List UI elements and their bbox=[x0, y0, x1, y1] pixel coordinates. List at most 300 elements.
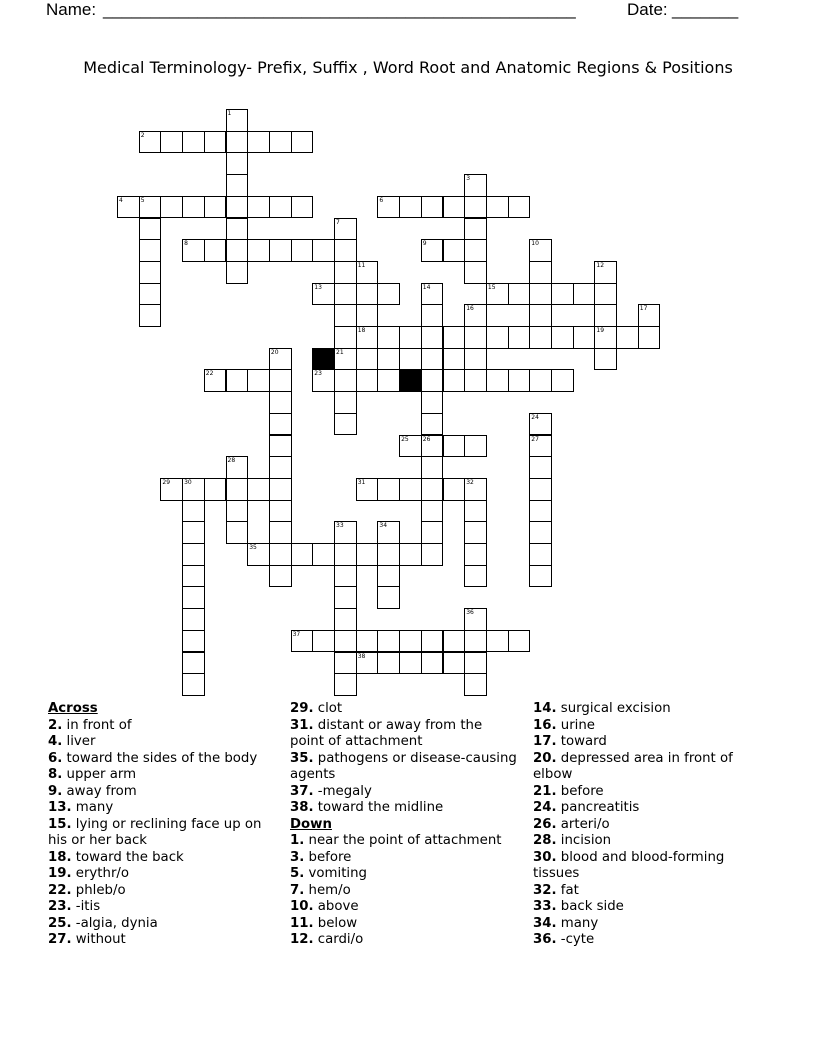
clue bbox=[48, 932, 276, 949]
grid-cell[interactable] bbox=[529, 521, 552, 544]
grid-cell[interactable] bbox=[356, 326, 379, 349]
clue-number-label: 3. bbox=[290, 849, 305, 865]
clue-text: back side bbox=[556, 899, 624, 914]
grid-cell[interactable] bbox=[529, 326, 552, 349]
clue-text: before bbox=[556, 783, 604, 799]
grid-cell[interactable] bbox=[291, 630, 314, 653]
grid-cell[interactable] bbox=[182, 196, 205, 219]
grid-cell[interactable] bbox=[247, 369, 270, 392]
clue-text: urine bbox=[556, 717, 595, 733]
clue-number: 30 bbox=[184, 478, 192, 486]
clue bbox=[48, 751, 276, 768]
clue bbox=[533, 800, 761, 817]
clue-text: distant or away from the point of attachment bbox=[290, 717, 483, 749]
grid-cell[interactable] bbox=[356, 543, 379, 566]
grid-cell[interactable] bbox=[312, 239, 335, 262]
grid-cell[interactable] bbox=[334, 413, 357, 436]
grid-cell[interactable] bbox=[356, 478, 379, 501]
clue-number: 29 bbox=[162, 478, 171, 486]
grid-cell[interactable] bbox=[377, 543, 400, 566]
grid-cell[interactable] bbox=[356, 261, 379, 284]
grid-cell[interactable] bbox=[464, 239, 487, 262]
grid-cell[interactable] bbox=[421, 239, 444, 262]
grid-cell[interactable] bbox=[269, 369, 292, 392]
grid-cell[interactable] bbox=[182, 652, 205, 675]
clue-number-label: 4. bbox=[48, 734, 63, 749]
clue-number: 23 bbox=[314, 370, 322, 378]
grid-cell[interactable] bbox=[226, 456, 249, 479]
grid-cell[interactable] bbox=[247, 131, 270, 154]
grid-cell[interactable] bbox=[204, 131, 227, 154]
clue-text: lying or reclining face up on his or her back bbox=[48, 816, 262, 848]
grid-cell[interactable] bbox=[551, 369, 574, 392]
grid-cell[interactable] bbox=[377, 478, 400, 501]
clue-text: away from bbox=[62, 783, 137, 799]
grid-cell[interactable] bbox=[334, 391, 357, 414]
grid-cell[interactable] bbox=[529, 500, 552, 523]
grid-cell[interactable] bbox=[551, 326, 574, 349]
grid-cell[interactable] bbox=[269, 348, 292, 371]
grid-cell[interactable] bbox=[269, 500, 292, 523]
grid-cell[interactable] bbox=[139, 283, 162, 306]
grid-cell[interactable] bbox=[421, 391, 444, 414]
clue-number-label: 15. bbox=[48, 816, 72, 832]
grid-cell[interactable] bbox=[399, 652, 422, 675]
clue-number-label: 30. bbox=[533, 849, 557, 865]
clue-number-label: 23. bbox=[48, 899, 72, 914]
grid-cell[interactable] bbox=[529, 283, 552, 306]
clue bbox=[533, 833, 761, 850]
clue-text: toward the midline bbox=[313, 800, 444, 815]
grid-cell[interactable] bbox=[334, 565, 357, 588]
grid-cell[interactable] bbox=[421, 456, 444, 479]
grid-cell[interactable] bbox=[182, 565, 205, 588]
grid-cell[interactable] bbox=[399, 326, 422, 349]
grid-cell[interactable] bbox=[399, 196, 422, 219]
clue bbox=[290, 932, 518, 949]
grid-cell[interactable] bbox=[247, 543, 270, 566]
grid-cell[interactable] bbox=[529, 261, 552, 284]
grid-cell[interactable] bbox=[377, 326, 400, 349]
clue-number-label: 5. bbox=[290, 866, 305, 881]
clue-text: erythr/o bbox=[71, 866, 130, 881]
clue bbox=[48, 899, 276, 916]
grid-cell[interactable] bbox=[421, 348, 444, 371]
grid-cell[interactable] bbox=[204, 196, 227, 219]
grid-cell[interactable] bbox=[421, 369, 444, 392]
clue-text: many bbox=[556, 915, 599, 931]
grid-cell[interactable] bbox=[139, 261, 162, 284]
clue-number-label: 16. bbox=[533, 717, 557, 733]
grid-cell[interactable] bbox=[486, 283, 509, 306]
grid-cell[interactable] bbox=[421, 326, 444, 349]
grid-cell[interactable] bbox=[464, 326, 487, 349]
grid-cell[interactable] bbox=[399, 435, 422, 458]
clue-number: 38 bbox=[357, 652, 366, 660]
clue-text: upper arm bbox=[62, 767, 137, 782]
grid-cell[interactable] bbox=[269, 196, 292, 219]
grid-cell[interactable] bbox=[356, 304, 379, 327]
grid-cell[interactable] bbox=[464, 543, 487, 566]
grid-cell[interactable] bbox=[356, 283, 379, 306]
grid-cell[interactable] bbox=[529, 435, 552, 458]
grid-cell[interactable] bbox=[486, 326, 509, 349]
grid-cell[interactable] bbox=[182, 543, 205, 566]
grid-cell[interactable] bbox=[334, 586, 357, 609]
grid-cell[interactable] bbox=[334, 543, 357, 566]
grid-cell[interactable] bbox=[291, 131, 314, 154]
grid-cell[interactable] bbox=[421, 478, 444, 501]
clue-number-label: 10. bbox=[290, 899, 314, 914]
grid-cell[interactable] bbox=[594, 261, 617, 284]
grid-cell[interactable] bbox=[269, 131, 292, 154]
grid-cell[interactable] bbox=[377, 630, 400, 653]
grid-cell[interactable] bbox=[182, 521, 205, 544]
grid-cell[interactable] bbox=[204, 369, 227, 392]
grid-cell[interactable] bbox=[334, 369, 357, 392]
clue bbox=[290, 701, 518, 718]
grid-cell[interactable] bbox=[529, 543, 552, 566]
grid-cell[interactable] bbox=[508, 326, 531, 349]
grid-cell[interactable] bbox=[421, 500, 444, 523]
clue-number: 13 bbox=[314, 283, 322, 291]
grid-cell[interactable] bbox=[464, 218, 487, 241]
grid-cell[interactable] bbox=[421, 435, 444, 458]
grid-cell[interactable] bbox=[464, 630, 487, 653]
grid-cell[interactable] bbox=[421, 304, 444, 327]
grid-cell[interactable] bbox=[334, 326, 357, 349]
grid-cell[interactable] bbox=[529, 413, 552, 436]
clue-number: 2 bbox=[140, 131, 145, 139]
grid-cell[interactable] bbox=[204, 478, 227, 501]
grid-cell[interactable] bbox=[247, 239, 270, 262]
grid-cell[interactable] bbox=[377, 283, 400, 306]
grid-cell[interactable] bbox=[508, 196, 531, 219]
clue-number: 14 bbox=[422, 283, 431, 291]
clue-number-label: 2. bbox=[48, 717, 63, 733]
grid-cell[interactable] bbox=[182, 131, 205, 154]
grid-cell[interactable] bbox=[638, 304, 661, 327]
grid-cell[interactable] bbox=[464, 565, 487, 588]
clue bbox=[48, 734, 276, 751]
clue-text: without bbox=[71, 932, 126, 947]
grid-cell[interactable] bbox=[334, 652, 357, 675]
grid-cell[interactable] bbox=[377, 348, 400, 371]
clue-number: 18 bbox=[357, 327, 366, 334]
grid-cell[interactable] bbox=[594, 283, 617, 306]
grid-cell[interactable] bbox=[226, 174, 249, 197]
grid-cell[interactable] bbox=[334, 218, 357, 241]
grid-cell[interactable] bbox=[377, 196, 400, 219]
grid-cell[interactable] bbox=[443, 369, 466, 392]
clue-text: pancreatitis bbox=[556, 800, 640, 815]
clue bbox=[533, 817, 761, 834]
grid-cell[interactable] bbox=[421, 196, 444, 219]
clue-text: above bbox=[313, 899, 359, 914]
clue-number-label: 19. bbox=[48, 866, 72, 881]
grid-cell[interactable] bbox=[334, 608, 357, 631]
grid-cell[interactable] bbox=[486, 369, 509, 392]
grid-cell[interactable] bbox=[551, 283, 574, 306]
grid-cell[interactable] bbox=[226, 239, 249, 262]
clue-number: 26 bbox=[422, 435, 431, 443]
grid-cell[interactable] bbox=[573, 283, 596, 306]
grid-cell[interactable] bbox=[399, 543, 422, 566]
clue bbox=[533, 751, 761, 784]
clue-column-2 bbox=[290, 701, 518, 949]
grid-cell[interactable] bbox=[182, 630, 205, 653]
grid-cell[interactable] bbox=[443, 348, 466, 371]
grid-cell[interactable] bbox=[464, 652, 487, 675]
grid-cell[interactable] bbox=[443, 239, 466, 262]
grid-cell[interactable] bbox=[182, 608, 205, 631]
grid-cell[interactable] bbox=[139, 239, 162, 262]
grid-cell[interactable] bbox=[269, 565, 292, 588]
clue-number: 16 bbox=[466, 305, 474, 313]
grid-cell[interactable] bbox=[529, 239, 552, 262]
grid-cell[interactable] bbox=[638, 326, 661, 349]
grid-cell[interactable] bbox=[464, 304, 487, 327]
grid-cell[interactable] bbox=[464, 369, 487, 392]
grid-cell[interactable] bbox=[334, 521, 357, 544]
clue bbox=[290, 866, 518, 883]
clue bbox=[290, 899, 518, 916]
clue-number-label: 6. bbox=[48, 750, 63, 766]
grid-cell[interactable] bbox=[356, 630, 379, 653]
grid-cell[interactable] bbox=[616, 326, 639, 349]
grid-cell[interactable] bbox=[334, 673, 357, 696]
grid-cell[interactable] bbox=[594, 348, 617, 371]
grid-cell[interactable] bbox=[269, 478, 292, 501]
black-cell bbox=[399, 369, 422, 392]
grid-cell[interactable] bbox=[291, 239, 314, 262]
grid-cell[interactable] bbox=[226, 196, 249, 219]
grid-cell[interactable] bbox=[312, 630, 335, 653]
grid-cell[interactable] bbox=[594, 304, 617, 327]
grid-cell[interactable] bbox=[269, 435, 292, 458]
grid-cell[interactable] bbox=[377, 586, 400, 609]
grid-cell[interactable] bbox=[247, 196, 270, 219]
grid-cell[interactable] bbox=[464, 521, 487, 544]
grid-cell[interactable] bbox=[226, 369, 249, 392]
grid-cell[interactable] bbox=[269, 521, 292, 544]
grid-cell[interactable] bbox=[182, 500, 205, 523]
clue bbox=[290, 718, 518, 751]
grid-cell[interactable] bbox=[160, 196, 183, 219]
grid-cell[interactable] bbox=[226, 478, 249, 501]
grid-cell[interactable] bbox=[160, 131, 183, 154]
grid-cell[interactable] bbox=[443, 196, 466, 219]
grid-cell[interactable] bbox=[421, 413, 444, 436]
grid-cell[interactable] bbox=[421, 543, 444, 566]
grid-cell[interactable] bbox=[269, 543, 292, 566]
clue bbox=[48, 883, 276, 900]
grid-cell[interactable] bbox=[334, 348, 357, 371]
grid-cell[interactable] bbox=[334, 630, 357, 653]
grid-cell[interactable] bbox=[399, 478, 422, 501]
clue-number-label: 9. bbox=[48, 783, 63, 799]
clue bbox=[48, 784, 276, 801]
grid-cell[interactable] bbox=[399, 348, 422, 371]
grid-cell[interactable] bbox=[464, 174, 487, 197]
clue-number: 7 bbox=[336, 218, 340, 226]
grid-cell[interactable] bbox=[529, 369, 552, 392]
clue-text: blood and blood-forming tissues bbox=[533, 849, 725, 881]
clue bbox=[533, 932, 761, 949]
grid-cell[interactable] bbox=[508, 630, 531, 653]
grid-cell[interactable] bbox=[204, 239, 227, 262]
grid-cell[interactable] bbox=[443, 478, 466, 501]
grid-cell[interactable] bbox=[139, 196, 162, 219]
grid-cell[interactable] bbox=[356, 369, 379, 392]
clue bbox=[533, 899, 761, 916]
grid-cell[interactable] bbox=[486, 196, 509, 219]
grid-cell[interactable] bbox=[356, 652, 379, 675]
clue-number-label: 31. bbox=[290, 717, 314, 733]
grid-cell[interactable] bbox=[594, 326, 617, 349]
clue-number-label: 33. bbox=[533, 899, 557, 914]
grid-cell[interactable] bbox=[334, 283, 357, 306]
clue bbox=[48, 767, 276, 784]
grid-cell[interactable] bbox=[464, 478, 487, 501]
grid-cell[interactable] bbox=[464, 261, 487, 284]
clue-number-label: 22. bbox=[48, 882, 72, 898]
clue-text: many bbox=[71, 800, 114, 815]
grid-cell[interactable] bbox=[486, 630, 509, 653]
clue-number: 27 bbox=[531, 435, 539, 443]
grid-cell[interactable] bbox=[160, 478, 183, 501]
grid-cell[interactable] bbox=[182, 586, 205, 609]
clue-number-label: 37. bbox=[290, 783, 314, 799]
clue-number: 21 bbox=[336, 348, 344, 356]
clue-text: pathogens or disease-causing agents bbox=[290, 750, 517, 782]
clue-number: 3 bbox=[466, 175, 471, 183]
clue-number-label: 24. bbox=[533, 800, 557, 815]
clue-number-label: 17. bbox=[533, 734, 557, 749]
date-label: Date: bbox=[627, 0, 668, 19]
clue bbox=[48, 866, 276, 883]
grid-cell[interactable] bbox=[508, 369, 531, 392]
grid-cell[interactable] bbox=[421, 652, 444, 675]
grid-cell[interactable] bbox=[139, 131, 162, 154]
clue-text: -cyte bbox=[556, 932, 595, 947]
grid-cell[interactable] bbox=[182, 239, 205, 262]
grid-cell[interactable] bbox=[464, 348, 487, 371]
grid-cell[interactable] bbox=[443, 630, 466, 653]
page-title: Medical Terminology- Prefix, Suffix , Word Root and Anatomic Regions & Positions bbox=[83, 58, 733, 77]
grid-cell[interactable] bbox=[464, 500, 487, 523]
grid-cell[interactable] bbox=[226, 109, 249, 132]
clue-text: clot bbox=[313, 701, 343, 716]
grid-cell[interactable] bbox=[312, 369, 335, 392]
clue-text: liver bbox=[62, 734, 96, 749]
grid-cell[interactable] bbox=[291, 543, 314, 566]
grid-cell[interactable] bbox=[334, 239, 357, 262]
grid-cell[interactable] bbox=[377, 521, 400, 544]
clue-number: 36 bbox=[466, 609, 474, 617]
grid-cell[interactable] bbox=[182, 673, 205, 696]
grid-cell[interactable] bbox=[226, 500, 249, 523]
grid-cell[interactable] bbox=[464, 435, 487, 458]
grid-cell[interactable] bbox=[269, 456, 292, 479]
grid-cell[interactable] bbox=[377, 565, 400, 588]
grid-cell[interactable] bbox=[421, 283, 444, 306]
grid-cell[interactable] bbox=[334, 304, 357, 327]
clue bbox=[533, 734, 761, 751]
grid-cell[interactable] bbox=[312, 283, 335, 306]
grid-cell[interactable] bbox=[139, 218, 162, 241]
grid-cell[interactable] bbox=[247, 478, 270, 501]
clue bbox=[290, 751, 518, 784]
grid-cell[interactable] bbox=[443, 652, 466, 675]
grid-cell[interactable] bbox=[573, 326, 596, 349]
clue-number-label: 21. bbox=[533, 783, 557, 799]
clue-text: toward the sides of the body bbox=[62, 750, 258, 766]
clue-text: toward the back bbox=[71, 849, 184, 865]
clue-number-label: 38. bbox=[290, 800, 314, 815]
grid-cell[interactable] bbox=[399, 630, 422, 653]
clue-text: before bbox=[304, 849, 352, 865]
clue-text: surgical excision bbox=[556, 701, 671, 716]
grid-cell[interactable] bbox=[226, 152, 249, 175]
grid-cell[interactable] bbox=[139, 304, 162, 327]
grid-cell[interactable] bbox=[421, 521, 444, 544]
grid-cell[interactable] bbox=[464, 608, 487, 631]
grid-cell[interactable] bbox=[182, 478, 205, 501]
grid-cell[interactable] bbox=[291, 196, 314, 219]
grid-cell[interactable] bbox=[269, 239, 292, 262]
date-line[interactable]: _______ bbox=[672, 0, 739, 19]
grid-cell[interactable] bbox=[226, 218, 249, 241]
clue-number: 22 bbox=[205, 370, 214, 378]
grid-cell[interactable] bbox=[226, 521, 249, 544]
grid-cell[interactable] bbox=[377, 369, 400, 392]
grid-cell[interactable] bbox=[356, 348, 379, 371]
clue-number-label: 11. bbox=[290, 915, 314, 931]
grid-cell[interactable] bbox=[117, 196, 140, 219]
grid-cell[interactable] bbox=[508, 283, 531, 306]
grid-cell[interactable] bbox=[529, 456, 552, 479]
grid-cell[interactable] bbox=[464, 196, 487, 219]
clue bbox=[533, 784, 761, 801]
clue-text: -itis bbox=[71, 899, 101, 914]
clue-text: arteri/o bbox=[556, 816, 610, 832]
clue-number: 9 bbox=[422, 240, 427, 248]
grid-cell[interactable] bbox=[269, 413, 292, 436]
grid-cell[interactable] bbox=[377, 652, 400, 675]
grid-cell[interactable] bbox=[312, 543, 335, 566]
grid-cell[interactable] bbox=[226, 261, 249, 284]
clue-number: 20 bbox=[270, 348, 279, 356]
grid-cell[interactable] bbox=[421, 630, 444, 653]
name-line[interactable]: __________________________________________________ bbox=[103, 0, 576, 19]
clue-number-label: 26. bbox=[533, 816, 557, 832]
grid-cell[interactable] bbox=[529, 565, 552, 588]
grid-cell[interactable] bbox=[334, 261, 357, 284]
grid-cell[interactable] bbox=[226, 131, 249, 154]
clue-number: 1 bbox=[227, 110, 232, 117]
clue-text: phleb/o bbox=[71, 882, 126, 898]
grid-cell[interactable] bbox=[269, 391, 292, 414]
grid-cell[interactable] bbox=[529, 478, 552, 501]
clue bbox=[290, 850, 518, 867]
grid-cell[interactable] bbox=[443, 326, 466, 349]
grid-cell[interactable] bbox=[443, 435, 466, 458]
grid-cell[interactable] bbox=[529, 304, 552, 327]
clue-number: 32 bbox=[466, 478, 474, 486]
grid-cell[interactable] bbox=[464, 673, 487, 696]
clue bbox=[290, 883, 518, 900]
